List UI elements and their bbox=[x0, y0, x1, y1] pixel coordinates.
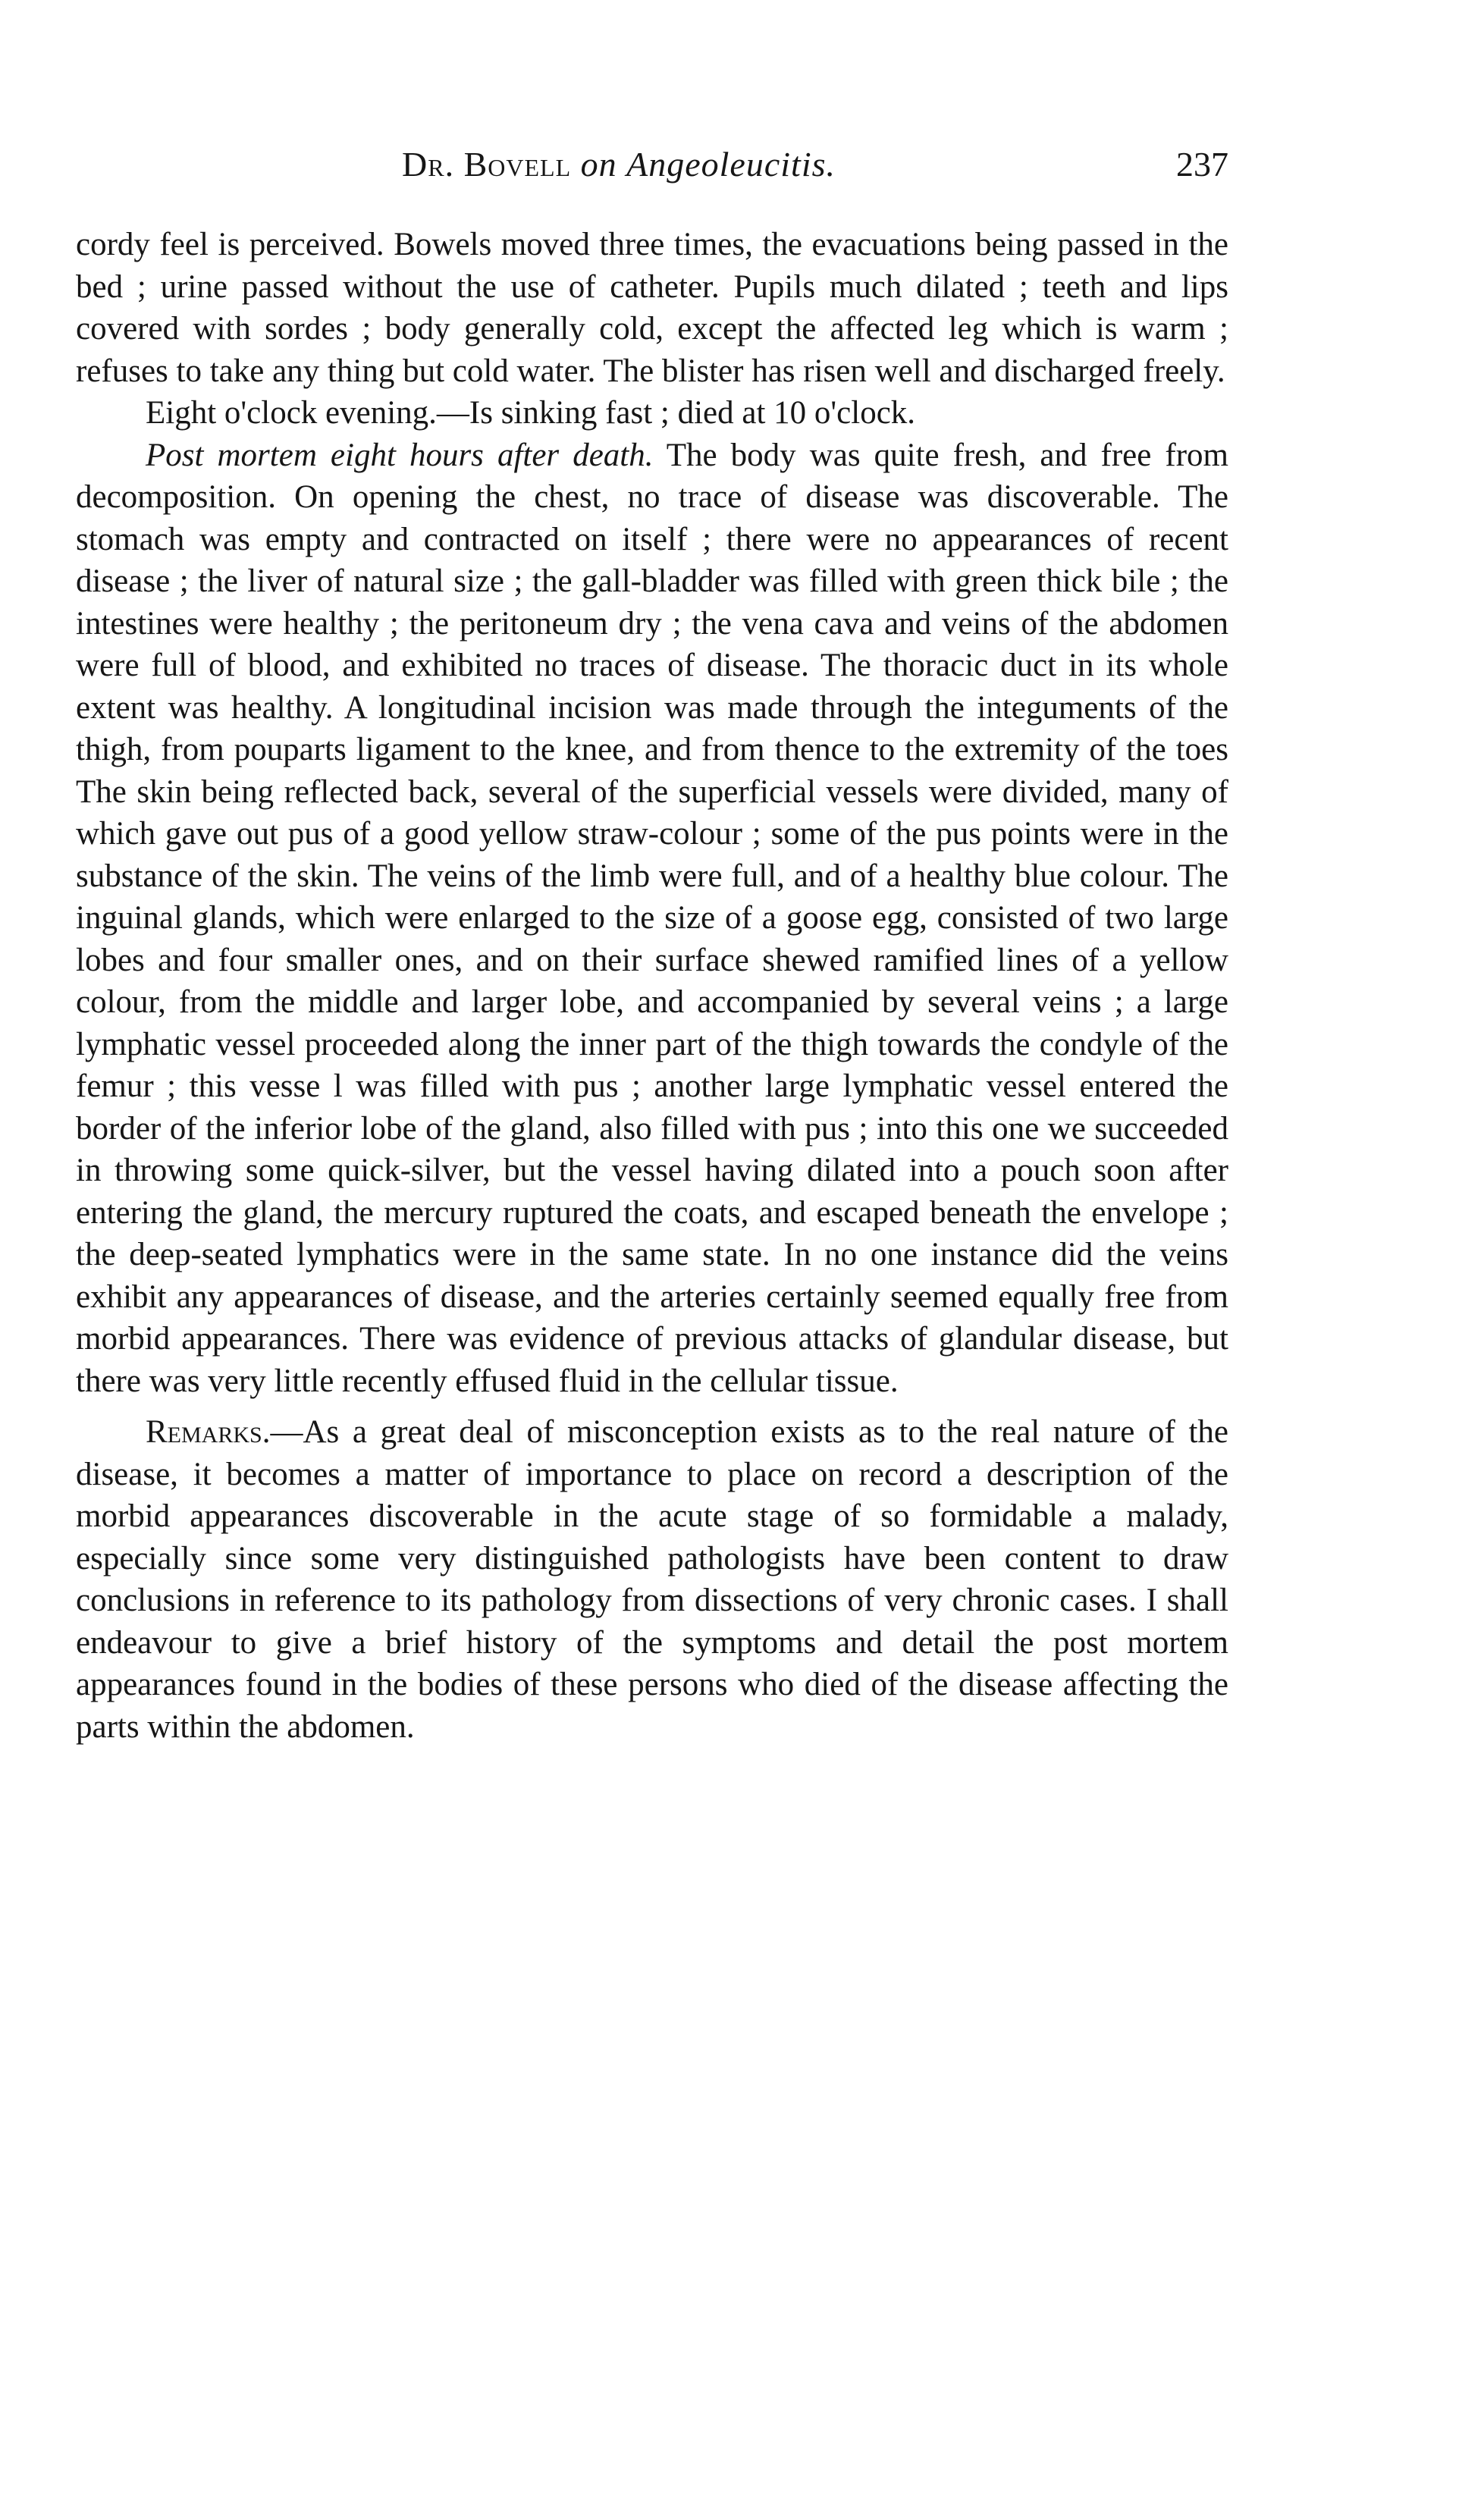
remarks-heading: Remarks. bbox=[146, 1414, 271, 1450]
page-header bbox=[76, 144, 1228, 197]
post-mortem-heading: Post mortem eight hours after death. bbox=[146, 437, 654, 473]
remarks-text: —As a great deal of misconception exists as to the real nature of the disease, it becomes a matter of importance to place on record a description of the morbid appearances discoverable in the acute stage of so formidable a malady, especially since some very distinguished pathologists have been content to draw conclusions in reference to its pathology from dissections of very chronic cases. I shall endeavour to give a brief history of the symptoms and detail the post mortem appearances found in the bodies of these persons who died of the disease affecting the parts within the abdomen. bbox=[76, 1414, 1228, 1745]
article-body bbox=[76, 224, 1228, 1748]
article-topic: Angeoleucitis. bbox=[626, 145, 836, 184]
paragraph-case-notes: cordy feel is perceived. Bowels moved three times, the evacuations being passed in the bed ; urine passed without the use of catheter. Pupils much dilated ; teeth and lips covered with sordes ; body generally cold, except the affected leg which is warm ; refuses to take any thing but cold water. The blister has risen well and discharged freely. bbox=[76, 227, 1228, 389]
author-prefix: Dr. bbox=[402, 145, 455, 184]
paragraph-evening-note: Eight o'clock evening.—Is sinking fast ; died at 10 o'clock. bbox=[146, 395, 916, 431]
post-mortem-text: The body was quite fresh, and free from decomposition. On opening the chest, no trace of disease was discoverable. The stomach was empty and contracted on itself ; there were no appearances of recent disease ; the liver of natural size ; the gall-bladder was filled with green thick bile ; the intestines were healthy ; the peritoneum dry ; the vena cava and veins of the abdomen were full of blood, and exhibited no traces of disease. The thoracic duct in its whole extent was healthy. A longitudinal incision was made through the integuments of the thigh, from pouparts ligament to the knee, and from thence to the extremity of the toes The skin being reflected back, several of the superficial vessels were divided, many of which gave out pus of a good yellow straw-colour ; some of the pus points were in the substance of the skin. The veins of the limb were full, and of a healthy blue colour. The inguinal glands, which were enlarged to the size of a goose egg, consisted of two large lobes and four smaller ones, and on their surface shewed ramified lines of a yellow colour, from the middle and larger lobe, and accompanied by several veins ; a large lymphatic vessel proceeded along the inner part of the thigh towards the condyle of the femur ; this vesse l was filled with pus ; another large lymphatic vessel entered the border of the inferior lobe of the gland, also filled with pus ; into this one we succeeded in throwing some quick-silver, but the vessel having dilated into a pouch soon after entering the gland, the mercury ruptured the coats, and escaped beneath the envelope ; the deep-seated lymphatics were in the same state. In no one instance did the veins exhibit any appearances of disease, and the arteries certainly seemed equally free from morbid appearances. There was evidence of previous attacks of glandular disease, but there was very little recently effused fluid in the cellular tissue. bbox=[76, 437, 1228, 1399]
author-name: Bovell bbox=[463, 145, 572, 184]
paragraph-post-mortem bbox=[76, 434, 1228, 1403]
page-number: 237 bbox=[1176, 145, 1228, 184]
paragraph-remarks bbox=[76, 1411, 1228, 1748]
running-head bbox=[402, 144, 836, 184]
running-head-on: on bbox=[580, 145, 617, 184]
